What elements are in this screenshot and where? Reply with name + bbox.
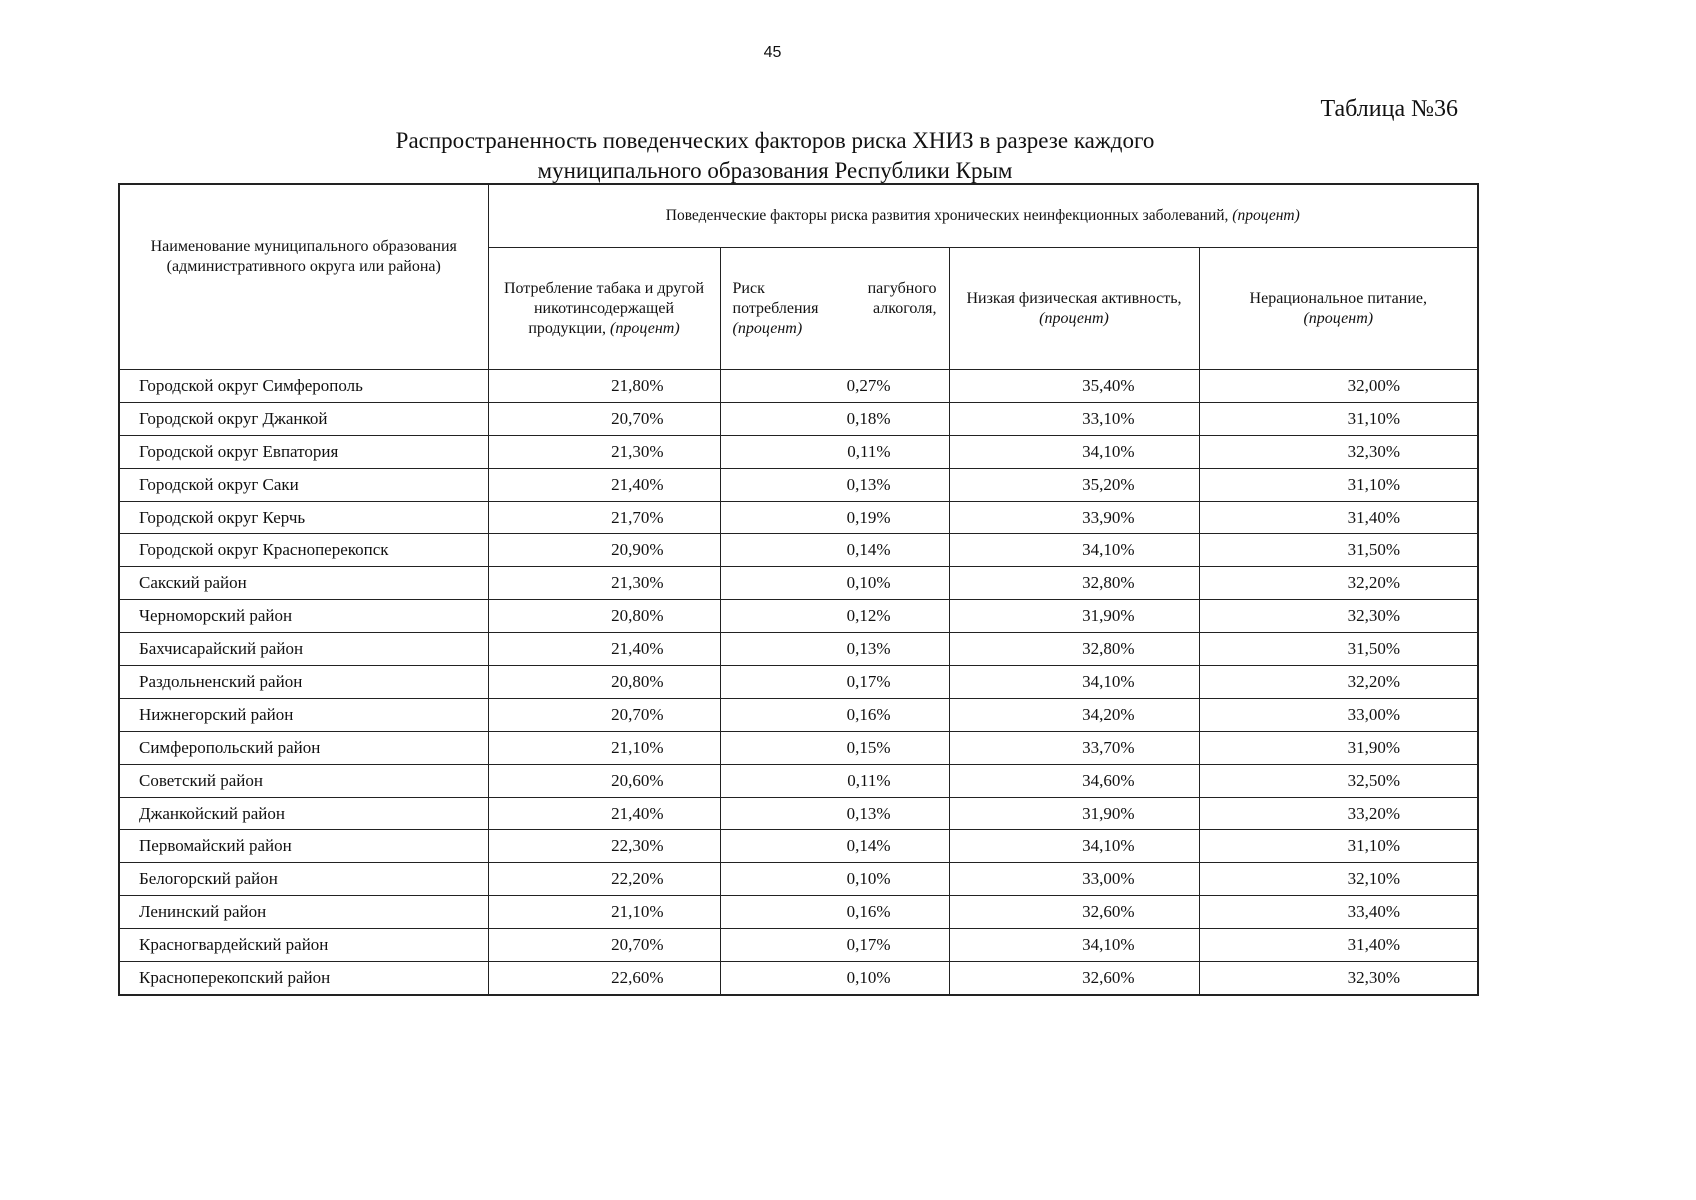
activity-cell: 33,00%	[949, 863, 1199, 896]
activity-cell: 34,20%	[949, 698, 1199, 731]
header-nutrition-unit: (процент)	[1303, 309, 1374, 327]
activity-cell: 32,60%	[949, 896, 1199, 929]
tobacco-cell: 21,40%	[488, 797, 720, 830]
tobacco-cell: 20,70%	[488, 929, 720, 962]
alcohol-cell: 0,27%	[720, 370, 949, 403]
table-body	[119, 370, 1478, 995]
nutrition-cell: 31,50%	[1199, 633, 1478, 666]
activity-cell: 34,10%	[949, 666, 1199, 699]
header-activity-text: Низкая физическая активность,	[966, 289, 1182, 307]
table-row	[119, 567, 1478, 600]
nutrition-cell: 31,10%	[1199, 402, 1478, 435]
nutrition-cell: 32,10%	[1199, 863, 1478, 896]
municipality-cell: Советский район	[119, 764, 488, 797]
table-row	[119, 896, 1478, 929]
activity-cell: 31,90%	[949, 797, 1199, 830]
tobacco-cell: 21,40%	[488, 468, 720, 501]
title-line-1: Распространенность поведенческих факторов риска ХНИЗ в разрезе каждого	[395, 128, 1155, 153]
alcohol-cell: 0,11%	[720, 764, 949, 797]
alcohol-cell: 0,10%	[720, 567, 949, 600]
tobacco-cell: 20,80%	[488, 666, 720, 699]
table-row	[119, 797, 1478, 830]
tobacco-cell: 21,30%	[488, 435, 720, 468]
nutrition-cell: 31,50%	[1199, 534, 1478, 567]
municipality-cell: Раздольненский район	[119, 666, 488, 699]
header-municipality	[119, 184, 488, 370]
nutrition-cell: 32,50%	[1199, 764, 1478, 797]
header-municipality-text: Наименование муниципального образования (административного округа или района)	[150, 238, 457, 275]
header-nutrition-text: Нерациональное питание,	[1249, 289, 1427, 307]
header-tobacco	[488, 248, 720, 370]
municipality-cell: Городской округ Симферополь	[119, 370, 488, 403]
table-row	[119, 929, 1478, 962]
nutrition-cell: 32,00%	[1199, 370, 1478, 403]
header-nutrition	[1199, 248, 1478, 370]
municipality-cell: Городской округ Джанкой	[119, 402, 488, 435]
nutrition-cell: 31,10%	[1199, 830, 1478, 863]
municipality-cell: Сакский район	[119, 567, 488, 600]
table-row	[119, 863, 1478, 896]
alcohol-cell: 0,17%	[720, 929, 949, 962]
activity-cell: 32,60%	[949, 962, 1199, 995]
municipality-cell: Городской округ Саки	[119, 468, 488, 501]
alcohol-cell: 0,10%	[720, 962, 949, 995]
table-row	[119, 633, 1478, 666]
alcohol-cell: 0,16%	[720, 698, 949, 731]
table-row	[119, 370, 1478, 403]
tobacco-cell: 21,80%	[488, 370, 720, 403]
table-row	[119, 731, 1478, 764]
tobacco-cell: 20,80%	[488, 600, 720, 633]
municipality-cell: Красногвардейский район	[119, 929, 488, 962]
activity-cell: 32,80%	[949, 567, 1199, 600]
header-activity-unit: (процент)	[1039, 309, 1109, 327]
alcohol-cell: 0,12%	[720, 600, 949, 633]
tobacco-cell: 20,60%	[488, 764, 720, 797]
table-row	[119, 468, 1478, 501]
nutrition-cell: 33,20%	[1199, 797, 1478, 830]
alcohol-cell: 0,10%	[720, 863, 949, 896]
nutrition-cell: 31,90%	[1199, 731, 1478, 764]
header-group-text: Поведенческие факторы риска развития хронических неинфекционных заболеваний,	[665, 207, 1229, 224]
nutrition-cell: 31,40%	[1199, 501, 1478, 534]
tobacco-cell: 22,60%	[488, 962, 720, 995]
tobacco-cell: 21,40%	[488, 633, 720, 666]
header-alcohol	[720, 248, 949, 370]
header-group-unit: (процент)	[1232, 207, 1300, 224]
header-risk-factors-group	[488, 184, 1478, 248]
alcohol-cell: 0,17%	[720, 666, 949, 699]
header-alcohol-word-4: алкоголя,	[873, 299, 937, 317]
municipality-cell: Ленинский район	[119, 896, 488, 929]
tobacco-cell: 20,90%	[488, 534, 720, 567]
alcohol-cell: 0,13%	[720, 633, 949, 666]
title-line-2: муниципального образования Республики Крым	[537, 158, 1013, 183]
activity-cell: 31,90%	[949, 600, 1199, 633]
alcohol-cell: 0,15%	[720, 731, 949, 764]
table-row	[119, 764, 1478, 797]
tobacco-cell: 22,30%	[488, 830, 720, 863]
tobacco-cell: 22,20%	[488, 863, 720, 896]
table-row	[119, 534, 1478, 567]
nutrition-cell: 31,40%	[1199, 929, 1478, 962]
nutrition-cell: 33,00%	[1199, 698, 1478, 731]
activity-cell: 35,20%	[949, 468, 1199, 501]
nutrition-cell: 32,30%	[1199, 435, 1478, 468]
municipality-cell: Черноморский район	[119, 600, 488, 633]
nutrition-cell: 32,20%	[1199, 666, 1478, 699]
tobacco-cell: 21,10%	[488, 731, 720, 764]
table-row	[119, 698, 1478, 731]
tobacco-cell: 21,70%	[488, 501, 720, 534]
table-row	[119, 435, 1478, 468]
activity-cell: 32,80%	[949, 633, 1199, 666]
tobacco-cell: 20,70%	[488, 698, 720, 731]
nutrition-cell: 33,40%	[1199, 896, 1478, 929]
municipality-cell: Красноперекопский район	[119, 962, 488, 995]
header-activity	[949, 248, 1199, 370]
alcohol-cell: 0,18%	[720, 402, 949, 435]
header-alcohol-word-2: пагубного	[867, 279, 937, 297]
municipality-cell: Городской округ Евпатория	[119, 435, 488, 468]
table-row	[119, 600, 1478, 633]
activity-cell: 34,10%	[949, 534, 1199, 567]
municipality-cell: Белогорский район	[119, 863, 488, 896]
page-number: 45	[763, 44, 782, 61]
table-row	[119, 830, 1478, 863]
alcohol-cell: 0,13%	[720, 468, 949, 501]
alcohol-cell: 0,14%	[720, 534, 949, 567]
nutrition-cell: 32,20%	[1199, 567, 1478, 600]
activity-cell: 34,10%	[949, 435, 1199, 468]
activity-cell: 34,10%	[949, 929, 1199, 962]
header-alcohol-unit: (процент)	[732, 319, 803, 337]
municipality-cell: Нижнегорский район	[119, 698, 488, 731]
header-tobacco-text: Потребление табака и другой никотинсодержащей продукции,	[503, 279, 705, 337]
document-title	[250, 126, 1300, 186]
table-row	[119, 501, 1478, 534]
alcohol-cell: 0,11%	[720, 435, 949, 468]
activity-cell: 33,10%	[949, 402, 1199, 435]
table-label: Таблица №36	[1320, 96, 1458, 122]
activity-cell: 35,40%	[949, 370, 1199, 403]
municipality-cell: Городской округ Красноперекопск	[119, 534, 488, 567]
activity-cell: 33,70%	[949, 731, 1199, 764]
tobacco-cell: 21,10%	[488, 896, 720, 929]
tobacco-cell: 21,30%	[488, 567, 720, 600]
activity-cell: 34,60%	[949, 764, 1199, 797]
municipality-cell: Джанкойский район	[119, 797, 488, 830]
municipality-cell: Первомайский район	[119, 830, 488, 863]
table-row	[119, 666, 1478, 699]
header-alcohol-word-3: потребления	[732, 299, 819, 317]
nutrition-cell: 31,10%	[1199, 468, 1478, 501]
activity-cell: 34,10%	[949, 830, 1199, 863]
municipality-cell: Городской округ Керчь	[119, 501, 488, 534]
header-tobacco-unit: (процент)	[610, 319, 680, 337]
tobacco-cell: 20,70%	[488, 402, 720, 435]
nutrition-cell: 32,30%	[1199, 600, 1478, 633]
activity-cell: 33,90%	[949, 501, 1199, 534]
alcohol-cell: 0,16%	[720, 896, 949, 929]
alcohol-cell: 0,14%	[720, 830, 949, 863]
alcohol-cell: 0,19%	[720, 501, 949, 534]
risk-factors-table	[118, 183, 1479, 996]
municipality-cell: Симферопольский район	[119, 731, 488, 764]
table-row	[119, 962, 1478, 995]
municipality-cell: Бахчисарайский район	[119, 633, 488, 666]
table-row	[119, 402, 1478, 435]
nutrition-cell: 32,30%	[1199, 962, 1478, 995]
header-alcohol-word-1: Риск	[732, 279, 765, 297]
alcohol-cell: 0,13%	[720, 797, 949, 830]
